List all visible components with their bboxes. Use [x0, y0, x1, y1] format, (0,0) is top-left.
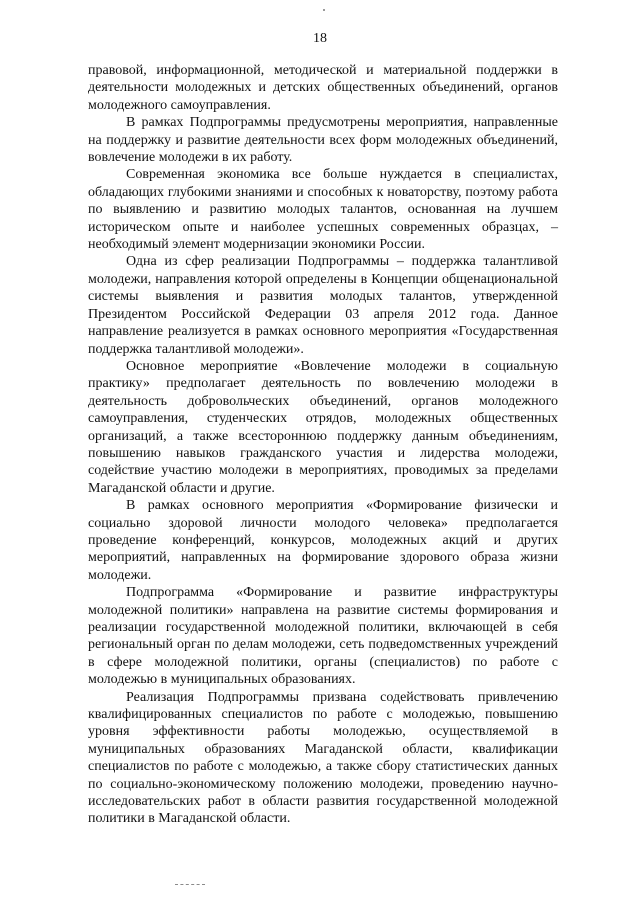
page-number: 18 — [313, 31, 327, 46]
scan-speck — [323, 9, 325, 11]
paragraph-3: Современная экономика все больше нуждается в специалистах, обладающих глубокими знаниями и способных к новаторству, поэтому работа по выявлению и развитию молодых талантов, основанная на лучшем историческом опыте и наиболее успешных современных образцах, – необходимый элемент модернизации экономики России. — [88, 167, 558, 253]
paragraph-5: Основное мероприятие «Вовлечение молодежи в социальную практику» предполагает деятельность по вовлечению молодежи в деятельность добровольческих объединений, органов молодежного самоуправления, студенческих отрядов, молодежных общественных организаций, а также всестороннюю поддержку данным объединениям, повышению навыков гражданского участия и лидерства молодежи, содействие участию молодежи в мероприятиях, проводимых за пределами Магаданской области и другие. — [88, 358, 558, 496]
paragraph-7: Подпрограмма «Формирование и развитие инфраструктуры молодежной политики» направлена на развитие системы формирования и реализации государственной молодежной политики, включающей в себя региональный орган по делам молодежи, сеть подведомственных учреждений в сфере молодежной политики, органы (специалистов) по работе с молодежью в муниципальных образованиях. — [88, 585, 558, 688]
document-body — [88, 62, 558, 828]
paragraph-6: В рамках основного мероприятия «Формирование физически и социально здоровой личности молодого человека» предполагается проведение конференций, конкурсов, молодежных акций и других мероприятий, направленных на формирование здорового образа жизни молодежи. — [88, 498, 558, 583]
footer-scan-mark — [175, 884, 205, 885]
paragraph-1: правовой, информационной, методической и материальной поддержки в деятельности молодежных и детских общественных объединений, органов молодежного самоуправления. — [88, 63, 558, 113]
paragraph-8: Реализация Подпрограммы призвана содействовать привлечению квалифицированных специалистов по работе с молодежью, повышению уровня эффективности работы молодежью, осуществляемой в муниципальных образованиях Магаданской области, квалификации специалистов по работе с молодежью, а также сбору статистических данных по социально-экономическому положению молодежи, проведению научно-исследовательских работ в области развития государственной молодежной политики в Магаданской области. — [88, 689, 558, 827]
paragraph-2: В рамках Подпрограммы предусмотрены мероприятия, направленные на поддержку и развитие деятельности всех форм молодежных объединений, вовлечение молодежи в их работу. — [88, 115, 558, 166]
paragraph-4: Одна из сфер реализации Подпрограммы – поддержка талантливой молодежи, направления которой определены в Концепции общенациональной системы выявления и развития молодых талантов, утвержденной Президентом Российской Федерации 03 апреля 2012 года. Данное направление реализуется в рамках основного мероприятия «Государственная поддержка талантливой молодежи». — [88, 254, 558, 357]
